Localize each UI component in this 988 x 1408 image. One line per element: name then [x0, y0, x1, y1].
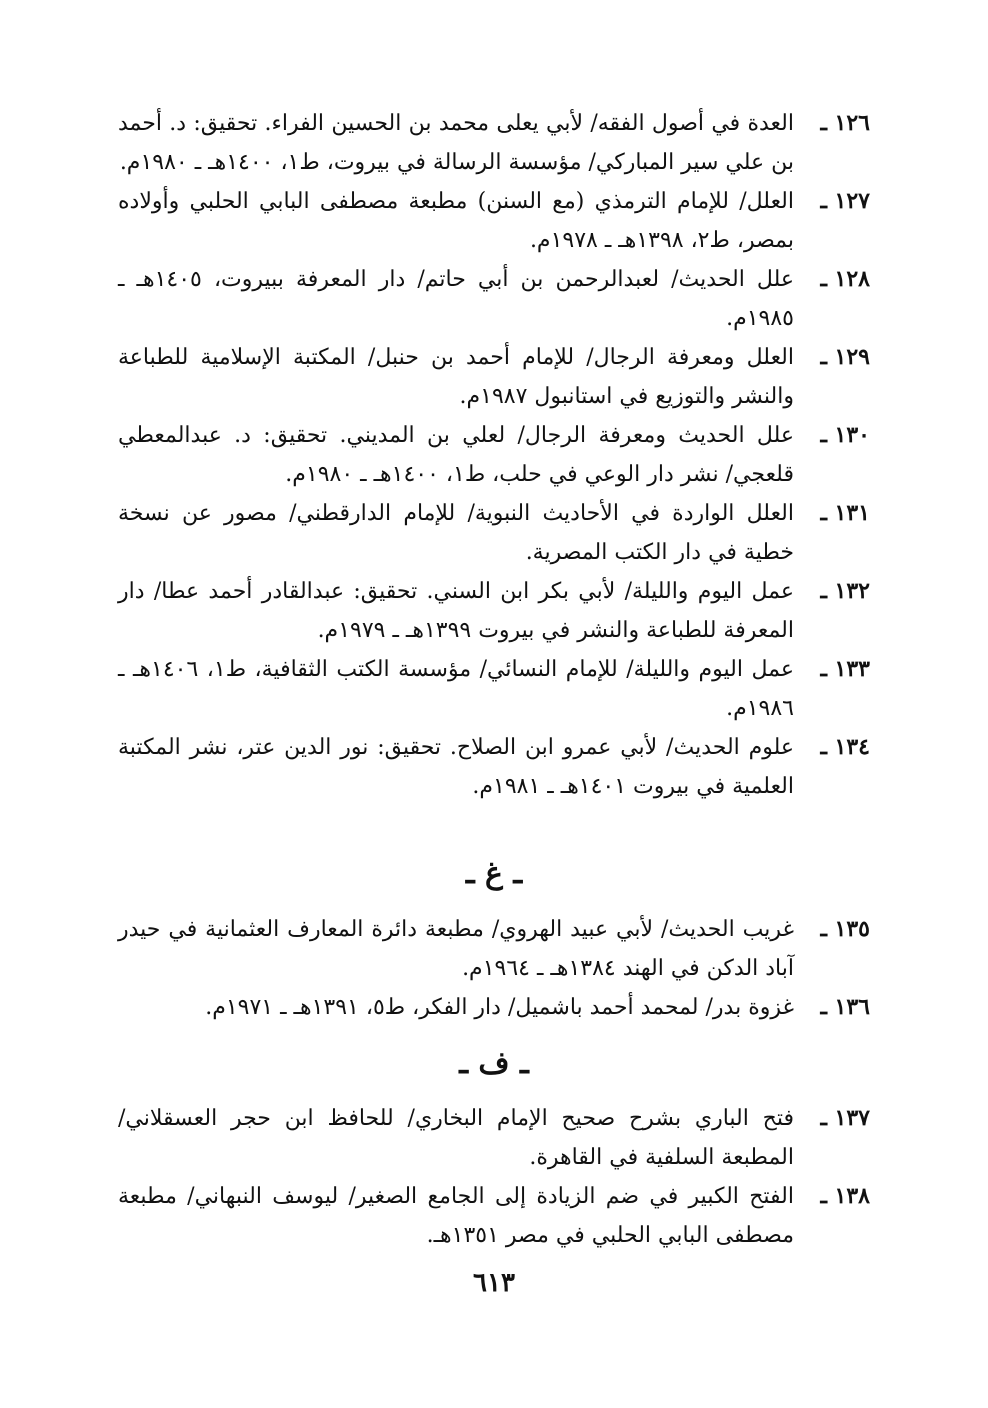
entry-number: ١٣٥ ـ: [820, 916, 870, 942]
bibliography-entry: [118, 988, 870, 1027]
bibliography-entry: [118, 728, 870, 806]
entry-number: ١٢٩ ـ: [820, 344, 870, 370]
bibliography-entry: [118, 572, 870, 650]
section-heading-fa: ـ ف ـ: [459, 1046, 529, 1081]
entry-text: العلل الواردة في الأحاديث النبوية/ للإمام الدارقطني/ مصور عن نسخة خطية في دار الكتب المصرية.: [118, 501, 794, 565]
entry-text: غزوة بدر/ لمحمد أحمد باشميل/ دار الفكر، ط٥، ١٣٩١هـ ـ ١٩٧١م.: [205, 995, 794, 1020]
entry-number: ١٣٦ ـ: [820, 994, 870, 1020]
bibliography-entry: [118, 1099, 870, 1177]
bibliography-entry: [118, 416, 870, 494]
entry-number: ١٢٦ ـ: [820, 110, 870, 136]
entry-number: ١٣٠ ـ: [820, 422, 870, 448]
entry-text: فتح الباري بشرح صحيح الإمام البخاري/ للحافظ ابن حجر العسقلاني/ المطبعة السلفية في القاهرة.: [118, 1106, 794, 1170]
bibliography-entry: [118, 1177, 870, 1255]
page-number: ٦١٣: [473, 1268, 515, 1298]
entry-number: ١٣٣ ـ: [820, 656, 870, 682]
entry-text: العلل ومعرفة الرجال/ للإمام أحمد بن حنبل/ المكتبة الإسلامية للطباعة والنشر والتوزيع في استانبول ١٩٨٧م.: [118, 345, 794, 409]
entry-text: العدة في أصول الفقه/ لأبي يعلى محمد بن الحسين الفراء. تحقيق: د. أحمد بن علي سير المباركي/ مؤسسة الرسالة في بيروت، ط١، ١٤٠٠هـ ـ ١٩٨٠م.: [118, 111, 794, 175]
bibliography-entry: [118, 910, 870, 988]
entries-section-fa: [118, 1099, 870, 1255]
entry-number: ١٣٨ ـ: [820, 1183, 870, 1209]
entry-text: علل الحديث ومعرفة الرجال/ لعلي بن المديني. تحقيق: د. عبدالمعطي قلعجي/ نشر دار الوعي في حلب، ط١، ١٤٠٠هـ ـ ١٩٨٠م.: [118, 423, 794, 487]
entry-number: ١٢٨ ـ: [820, 266, 870, 292]
bibliography-entry: [118, 650, 870, 728]
entry-text: عمل اليوم والليلة/ لأبي بكر ابن السني. تحقيق: عبدالقادر أحمد عطا/ دار المعرفة للطباعة والنشر في بيروت ١٣٩٩هـ ـ ١٩٧٩م.: [118, 579, 794, 643]
entry-number: ١٣٤ ـ: [820, 734, 870, 760]
entries-section-ain: [118, 104, 870, 806]
entry-number: ١٢٧ ـ: [820, 188, 870, 214]
entry-number: ١٣١ ـ: [820, 500, 870, 526]
entry-text: غريب الحديث/ لأبي عبيد الهروي/ مطبعة دائرة المعارف العثمانية في حيدر آباد الدكن في الهند ١٣٨٤هـ ـ ١٩٦٤م.: [118, 917, 794, 981]
bibliography-entry: [118, 338, 870, 416]
bibliography-entry: [118, 260, 870, 338]
bibliography-entry: [118, 104, 870, 182]
section-heading-ghain: ـ غ ـ: [465, 856, 523, 891]
bibliography-entry: [118, 182, 870, 260]
entry-text: علوم الحديث/ لأبي عمرو ابن الصلاح. تحقيق: نور الدين عتر، نشر المكتبة العلمية في بيروت ١٤٠١هـ ـ ١٩٨١م.: [118, 735, 794, 799]
entry-text: الفتح الكبير في ضم الزيادة إلى الجامع الصغير/ ليوسف النبهاني/ مطبعة مصطفى البابي الحلبي في مصر ١٣٥١هـ.: [118, 1184, 794, 1248]
entry-text: عمل اليوم والليلة/ للإمام النسائي/ مؤسسة الكتب الثقافية، ط١، ١٤٠٦هـ ـ ١٩٨٦م.: [118, 657, 794, 721]
entry-number: ١٣٢ ـ: [820, 578, 870, 604]
entry-number: ١٣٧ ـ: [820, 1105, 870, 1131]
entries-section-ghain: [118, 910, 870, 1027]
bibliography-entry: [118, 494, 870, 572]
entry-text: علل الحديث/ لعبدالرحمن بن أبي حاتم/ دار المعرفة ببيروت، ١٤٠٥هـ ـ ١٩٨٥م.: [118, 267, 794, 331]
entry-text: العلل/ للإمام الترمذي (مع السنن) مطبعة مصطفى البابي الحلبي وأولاده بمصر، ط٢، ١٣٩٨هـ ـ ١٩٧٨م.: [118, 189, 794, 253]
